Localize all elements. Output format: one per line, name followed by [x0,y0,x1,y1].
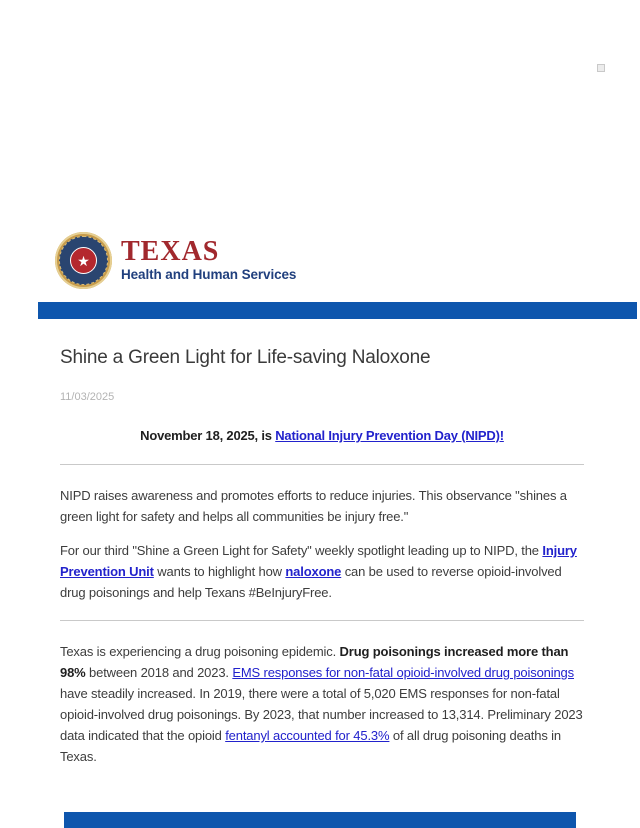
text-run: between 2018 and 2023. [85,665,233,680]
fentanyl-percentage-link[interactable]: fentanyl accounted for 45.3% [225,728,390,743]
naloxone-link[interactable]: naloxone [285,564,342,579]
article-date: 11/03/2025 [60,391,115,403]
text-run: can be used to reverse opioid-involved drug poisonings and help Texans #BeInjuryFree. [60,564,562,600]
text-run: NIPD raises awareness and promotes efforts to reduce injuries. This observance "shines a green light for safety and helps all communities be injury free." [60,488,567,524]
texas-hhs-logo[interactable] [55,232,296,289]
text-run: For our third "Shine a Green Light for Safety" weekly spotlight leading up to NIPD, the [60,543,543,558]
header-divider-bar [38,302,637,319]
ems-responses-link[interactable]: EMS responses for non-fatal opioid-involved drug poisonings [232,665,574,680]
section-divider-2 [60,620,584,621]
bold-text-run: Drug poisonings increased more than 98% [60,644,569,680]
seal-star-glyph: ★ [77,252,90,269]
seal-star-icon [70,247,97,274]
article-body [60,346,584,767]
announcement-line [60,428,584,444]
texas-hhs-seal-icon [55,232,112,289]
section-divider-1 [60,464,584,465]
text-run: have steadily increased. In 2019, there were a total of 5,020 EMS responses for non-fatal opioid-involved drug poisonings. By 2023, that number increased to 13,314. Preliminary 2023 data indicated that the opioid [60,686,583,743]
paragraph-nipd-awareness [60,485,584,527]
paragraph-drug-poisoning-stats [60,641,584,767]
logo-text-block [121,238,296,283]
bold-text-run: November 18, 2025, is [140,428,276,443]
paragraph-weekly-spotlight [60,540,584,603]
footer-divider-bar [64,812,576,828]
tiny-image-placeholder [597,64,605,72]
page-title: Shine a Green Light for Life-saving Naloxone [60,347,431,368]
national-injury-prevention-day-link[interactable]: National Injury Prevention Day (NIPD)! [275,428,504,443]
seal-inner-ring [59,236,108,285]
text-run: wants to highlight how [153,564,286,579]
text-run: of all drug poisoning deaths in Texas. [60,728,561,764]
logo-tagline: Health and Human Services [121,267,297,282]
text-run: Texas is experiencing a drug poisoning epidemic. [60,644,340,659]
logo-org-name: TEXAS [121,236,220,267]
injury-prevention-unit-link[interactable]: Injury Prevention Unit [60,543,577,579]
